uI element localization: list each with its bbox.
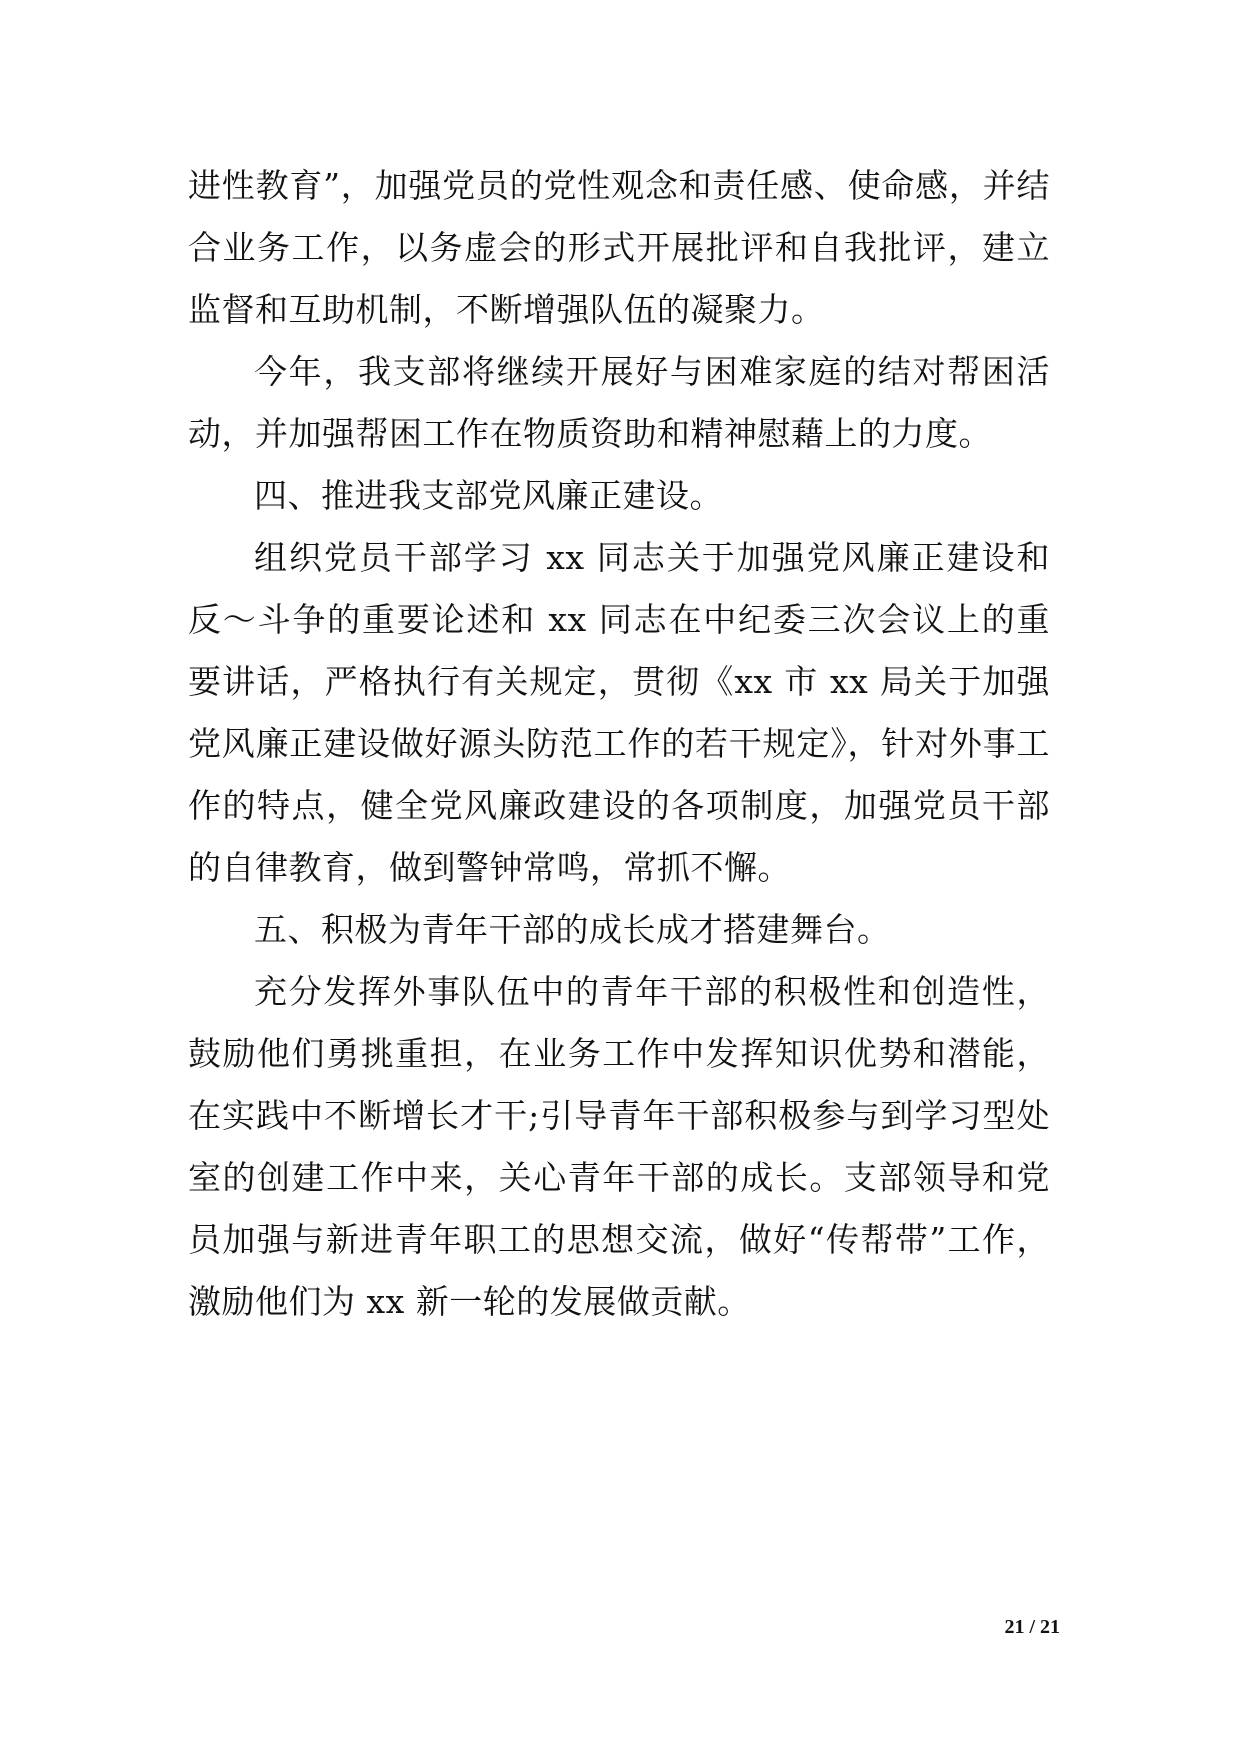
paragraph-2: 今年，我支部将继续开展好与困难家庭的结对帮困活动，并加强帮困工作在物质资助和精神慰藉上的力度。 [188, 352, 1050, 453]
section-heading-5: 五、积极为青年干部的成长成才搭建舞台。 [254, 910, 891, 949]
section-heading-4: 四、推进我支部党风廉正建设。 [254, 476, 723, 515]
paragraph-3: 组织党员干部学习 xx 同志关于加强党风廉正建设和反～斗争的重要论述和 xx 同志在中纪委三次会议上的重要讲话，严格执行有关规定，贯彻《xx 市 xx 局关于加强党风廉正建设做好源头防范工作的若干规定》，针对外事工作的特点，健全党风廉政建设的各项制度，加强党员干部的自律教育，做到警钟常鸣，常抓不懈。 [188, 538, 1050, 887]
paragraph-1: 进性教育”，加强党员的党性观念和责任感、使命感，并结合业务工作，以务虚会的形式开展批评和自我批评，建立监督和互助机制，不断增强队伍的凝聚力。 [188, 166, 1050, 329]
body-text [188, 155, 1050, 1333]
paragraph-4: 充分发挥外事队伍中的青年干部的积极性和创造性，鼓励他们勇挑重担，在业务工作中发挥知识优势和潜能，在实践中不断增长才干;引导青年干部积极参与到学习型处室的创建工作中来，关心青年干部的成长。支部领导和党员加强与新进青年职工的思想交流，做好“传帮带”工作，激励他们为 xx 新一轮的发展做贡献。 [188, 972, 1050, 1321]
page-number: 21 / 21 [1004, 1616, 1060, 1638]
